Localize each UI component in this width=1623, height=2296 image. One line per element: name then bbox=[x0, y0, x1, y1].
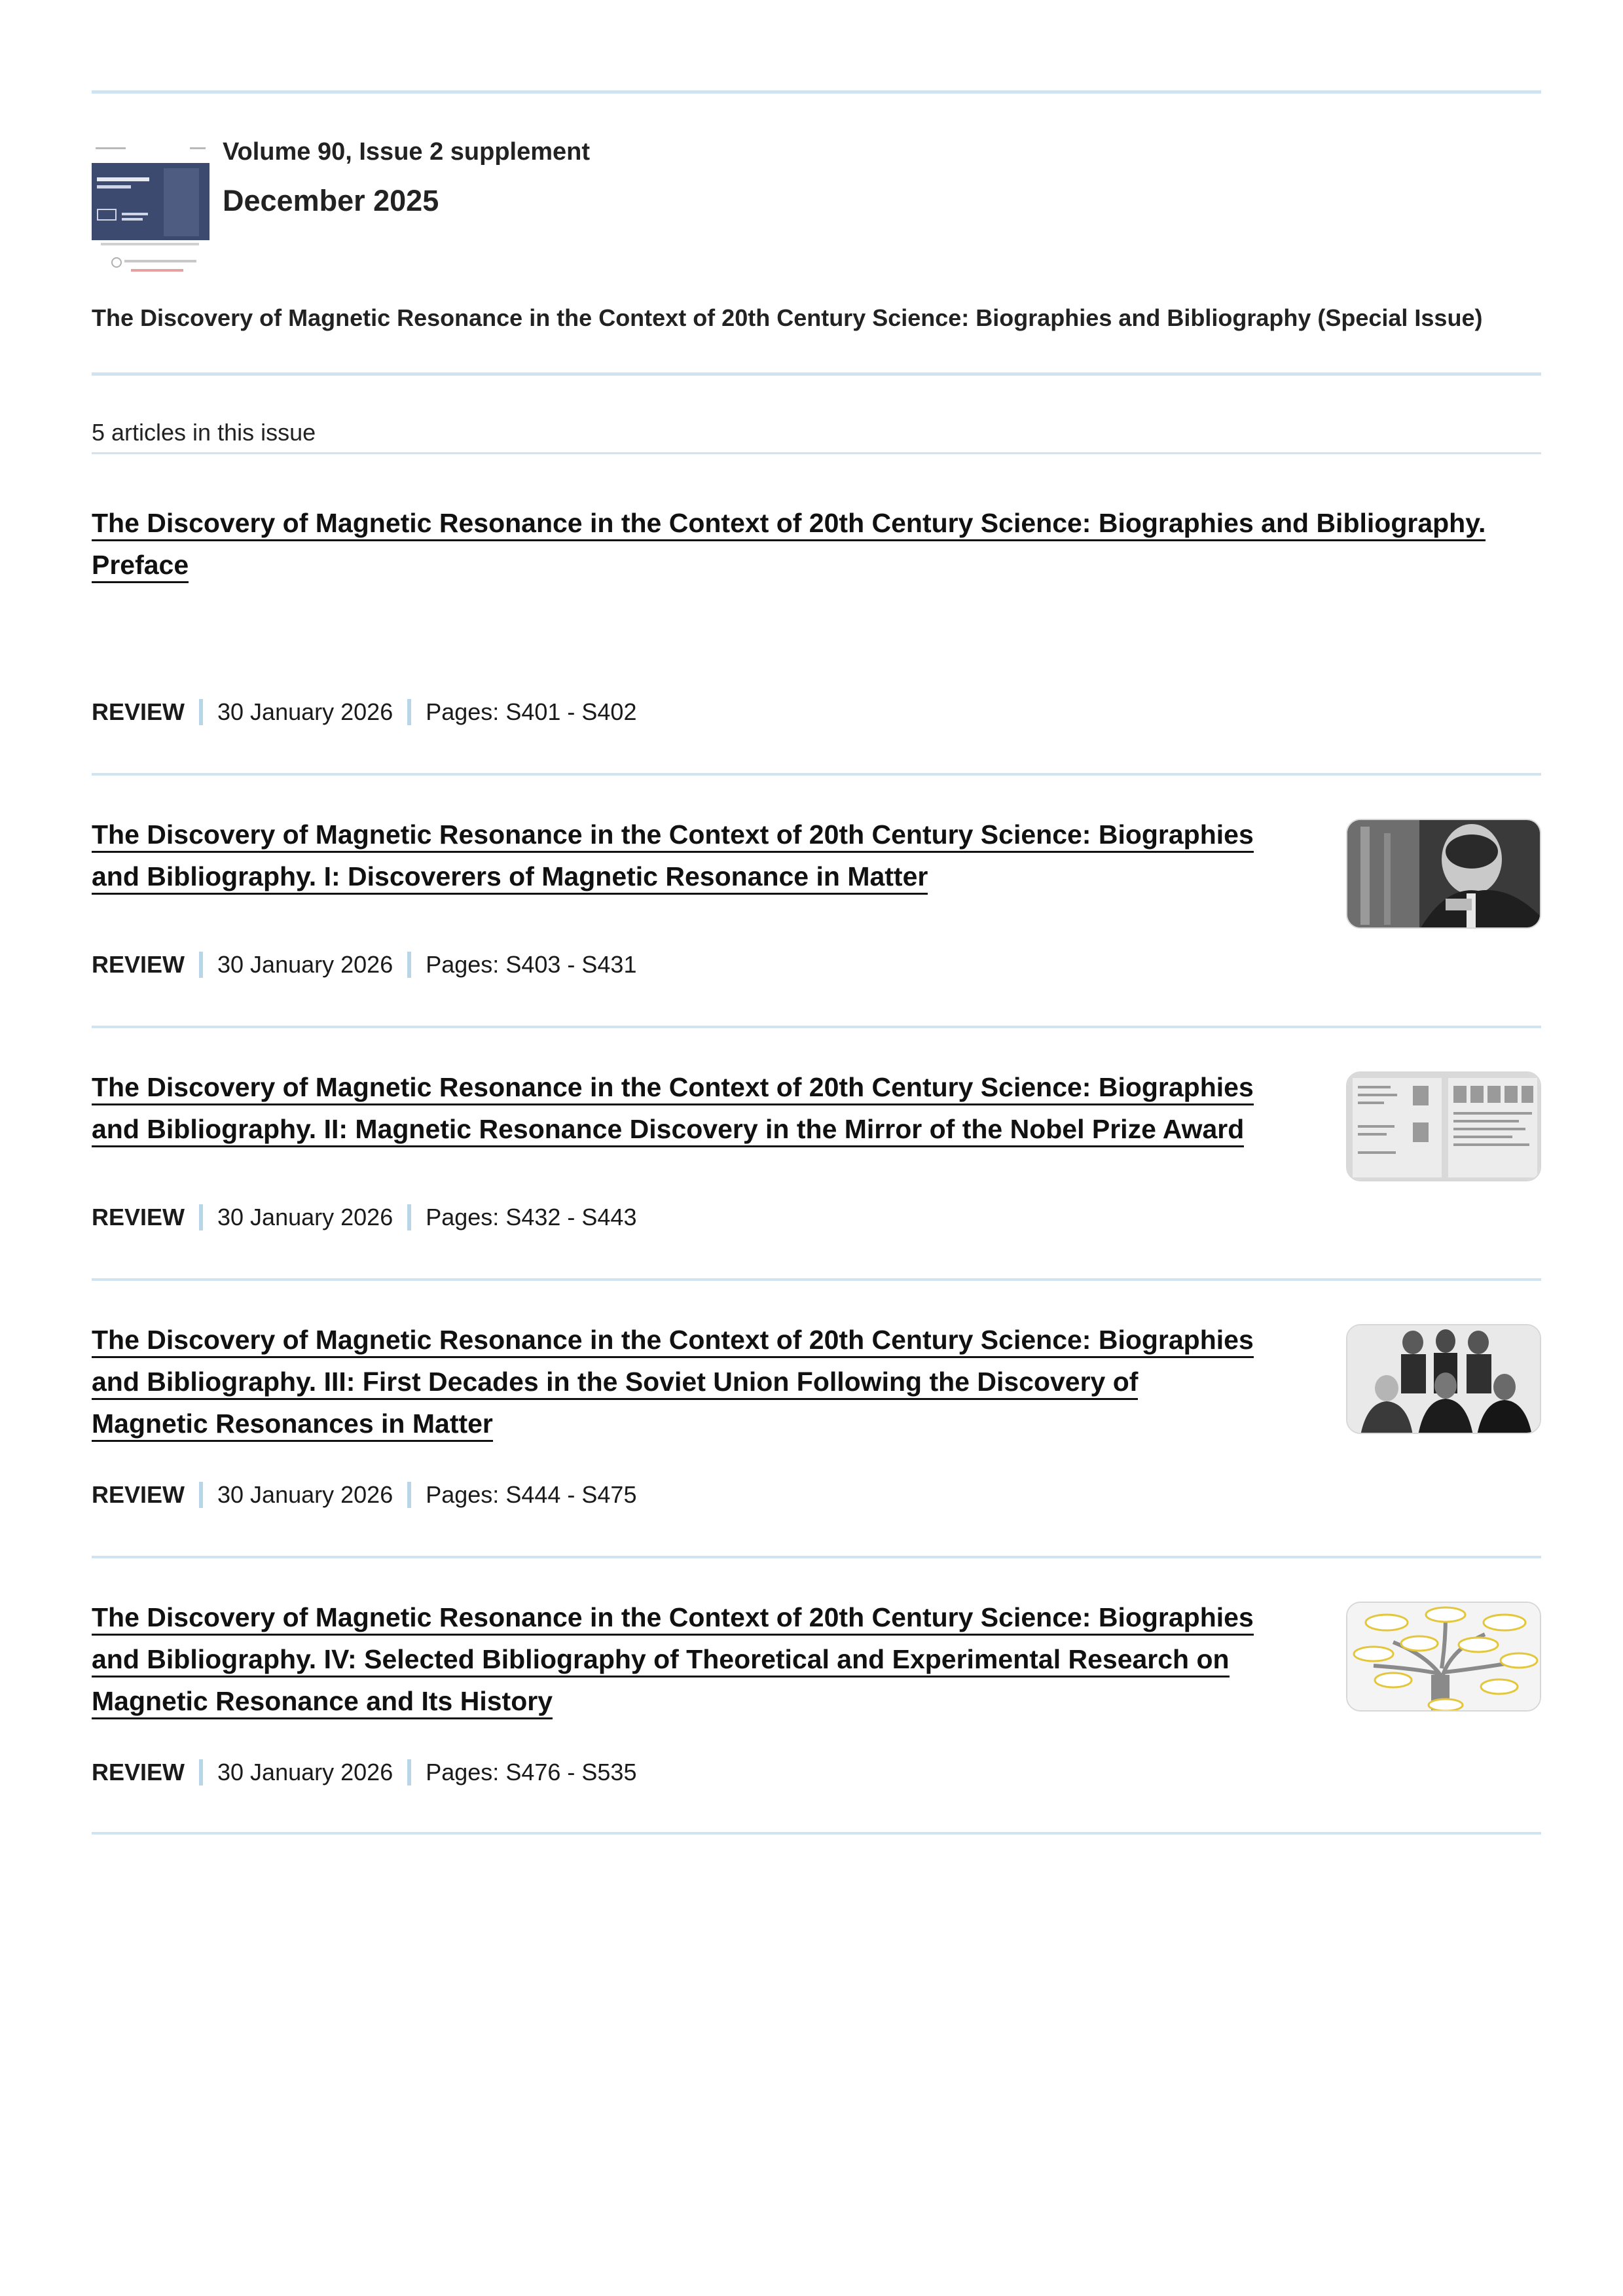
meta-separator bbox=[407, 1204, 411, 1230]
article-type: REVIEW bbox=[92, 698, 185, 725]
article-pages: Pages: S444 - S475 bbox=[426, 1481, 637, 1508]
issue-date: December 2025 bbox=[223, 184, 439, 217]
article-meta bbox=[92, 1759, 636, 1786]
article-item bbox=[92, 1028, 1541, 1281]
meta-separator bbox=[199, 1204, 203, 1230]
article-date: 30 January 2026 bbox=[217, 698, 393, 725]
divider bbox=[92, 372, 1541, 376]
article-thumbnail[interactable] bbox=[1346, 1071, 1541, 1181]
article-count: 5 articles in this issue bbox=[92, 419, 316, 446]
article-date: 30 January 2026 bbox=[217, 1204, 393, 1230]
meta-separator bbox=[199, 699, 203, 725]
article-type: REVIEW bbox=[92, 1481, 185, 1508]
article-pages: Pages: S403 - S431 bbox=[426, 951, 637, 978]
article-thumbnail[interactable] bbox=[1346, 1324, 1541, 1434]
article-meta bbox=[92, 1204, 636, 1231]
article-pages: Pages: S401 - S402 bbox=[426, 698, 637, 725]
article-item bbox=[92, 776, 1541, 1028]
issue-title: The Discovery of Magnetic Resonance in the Context of 20th Century Science: Biographies and Bibliography (Special Issue) bbox=[92, 304, 1483, 331]
meta-separator bbox=[407, 1759, 411, 1785]
article-title-link[interactable]: The Discovery of Magnetic Resonance in the Context of 20th Century Science: Biographies and Bibliography. II: Magnetic Resonance Discovery in the Mirror of the Nobel Prize Award bbox=[92, 1066, 1322, 1150]
article-title-link[interactable]: The Discovery of Magnetic Resonance in the Context of 20th Century Science: Biographies and Bibliography. IV: Selected Bibliography of Theoretical and Experimental Research on Magnetic Resonance and Its History bbox=[92, 1596, 1322, 1722]
meta-separator bbox=[199, 952, 203, 978]
article-type: REVIEW bbox=[92, 1759, 185, 1785]
article-type: REVIEW bbox=[92, 1204, 185, 1230]
article-item bbox=[92, 1281, 1541, 1558]
journal-cover-image[interactable] bbox=[92, 145, 210, 295]
meta-separator bbox=[199, 1482, 203, 1508]
article-type: REVIEW bbox=[92, 951, 185, 978]
article-date: 30 January 2026 bbox=[217, 951, 393, 978]
article-title-link[interactable]: The Discovery of Magnetic Resonance in the Context of 20th Century Science: Biographies and Bibliography. Preface bbox=[92, 502, 1541, 586]
issue-page bbox=[92, 90, 1541, 1785]
article-item bbox=[92, 1558, 1541, 1835]
article-meta bbox=[92, 698, 636, 726]
article-list bbox=[92, 451, 1541, 1835]
article-thumbnail[interactable] bbox=[1346, 1602, 1541, 1712]
article-meta bbox=[92, 951, 636, 978]
meta-separator bbox=[199, 1759, 203, 1785]
article-meta bbox=[92, 1481, 636, 1509]
meta-separator bbox=[407, 952, 411, 978]
article-title-link[interactable]: The Discovery of Magnetic Resonance in the Context of 20th Century Science: Biographies and Bibliography. III: First Decades in the Soviet Union Following the Discovery of Magnetic Resonances in Matter bbox=[92, 1319, 1322, 1444]
article-date: 30 January 2026 bbox=[217, 1759, 393, 1785]
issue-header bbox=[92, 94, 1541, 446]
article-pages: Pages: S432 - S443 bbox=[426, 1204, 637, 1230]
meta-separator bbox=[407, 699, 411, 725]
issue-volume: Volume 90, Issue 2 supplement bbox=[223, 138, 591, 166]
article-pages: Pages: S476 - S535 bbox=[426, 1759, 637, 1785]
meta-separator bbox=[407, 1482, 411, 1508]
article-item bbox=[92, 451, 1541, 776]
article-thumbnail[interactable] bbox=[1346, 819, 1541, 929]
article-date: 30 January 2026 bbox=[217, 1481, 393, 1508]
article-title-link[interactable]: The Discovery of Magnetic Resonance in the Context of 20th Century Science: Biographies and Bibliography. I: Discoverers of Magnetic Resonance in Matter bbox=[92, 814, 1322, 897]
